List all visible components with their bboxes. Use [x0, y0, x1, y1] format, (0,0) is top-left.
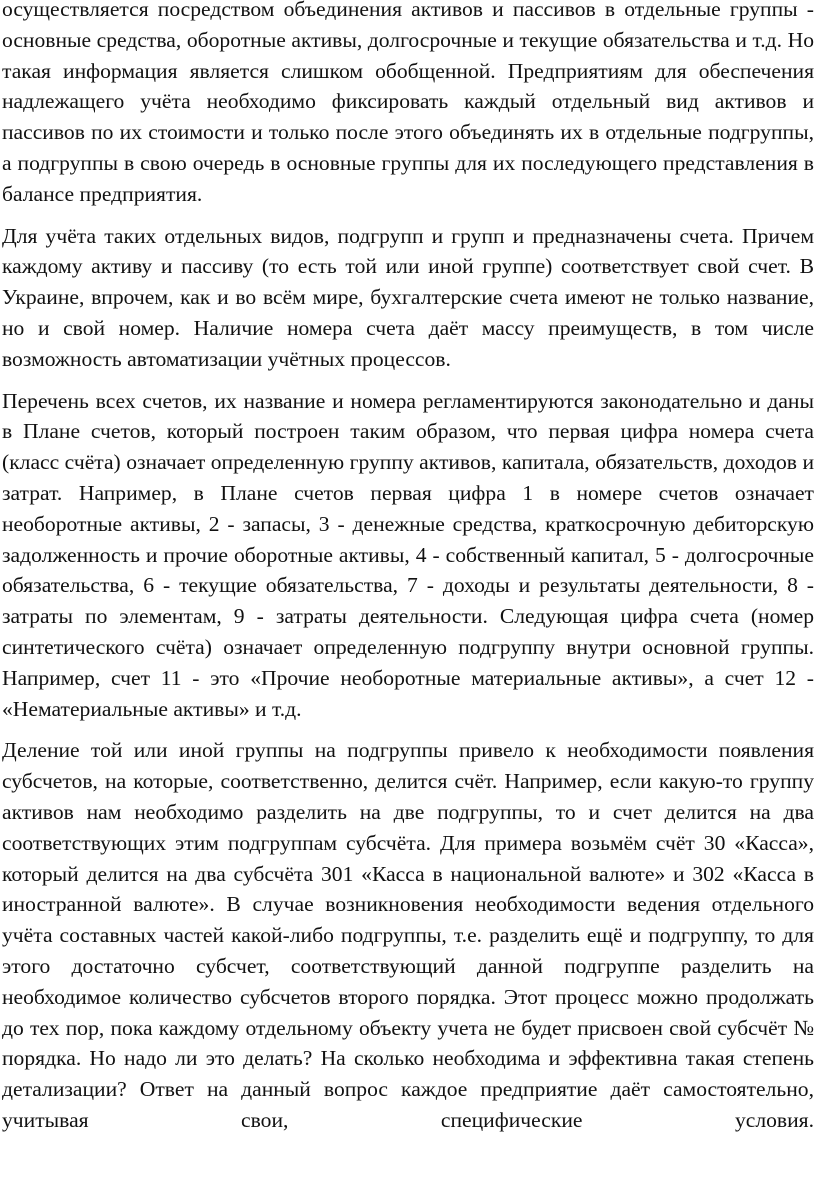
paragraph-asset-grouping: осуществляется посредством объединения активов и пассивов в отдельные группы - основные средства, оборотные активы, долгосрочные и текущие обязательства и т.д. Но такая информация является слишком обобщенной. Предприятиям для обеспечения надлежащего учёта необходимо фиксировать каждый отдельный вид активов и пассивов по их стоимости и только после этого объединять их в отдельные подгруппы, а подгруппы в свою очередь в основные группы для их последующего представления в балансе предприятия. [2, 0, 814, 206]
paragraph-chart-of-accounts: Перечень всех счетов, их название и номера регламентируются законодательно и даны в Плане счетов, который построен таким образом, что первая цифра номера счета (класс счёта) означает определенную группу активов, капитала, обязательств, доходов и затрат. Например, в Плане счетов первая цифра 1 в номере счетов означает необоротные активы, 2 - запасы, 3 - денежные средства, краткосрочную дебиторскую задолженность и прочие оборотные активы, 4 - собственный капитал, 5 - долгосрочные обязательства, 6 - текущие обязательства, 7 - доходы и результаты деятельности, 8 - затраты по элементам, 9 - затраты деятельности. Следующая цифра счета (номер синтетического счёта) означает определенную подгруппу внутри основной группы. Например, счет 11 - это «Прочие необоротные материальные активы», а счет 12 - «Нематериальные активы» и т.д. [2, 388, 814, 721]
document-page [2, 0, 814, 1147]
paragraph-subaccounts: Деление той или иной группы на подгруппы привело к необходимости появления субсчетов, на которые, соответственно, делится счёт. Например, если какую-то группу активов нам необходимо разделить на две подгруппы, то и счет делится на два соответствующих этим подгруппам субсчёта. Для примера возьмём счёт 30 «Касса», который делится на два субсчёта 301 «Касса в национальной валюте» и 302 «Касса в иностранной валюте». В случае возникновения необходимости ведения отдельного учёта составных частей какой-либо подгруппы, т.е. разделить ещё и подгруппу, то для этого достаточно субсчет, соответствующий данной подгруппе разделить на необходимое количество субсчетов второго порядка. Этот процесс можно продолжать до тех пор, пока каждому отдельному объекту учета не будет присвоен свой субсчёт № порядка. Но надо ли это делать? На сколько необходима и эффективна такая степень детализации? Ответ на данный вопрос каждое предприятие даёт самостоятельно, учитывая свои, специфические условия. [2, 738, 814, 1132]
paragraph-accounts-purpose: Для учёта таких отдельных видов, подгрупп и групп и предназначены счета. Причем каждому активу и пассиву (то есть той или иной группе) соответствует свой счет. В Украине, впрочем, как и во всём мире, бухгалтерские счета имеют не только название, но и свой номер. Наличие номера счета даёт массу преимуществ, в том числе возможность автоматизации учётных процессов. [2, 223, 814, 371]
